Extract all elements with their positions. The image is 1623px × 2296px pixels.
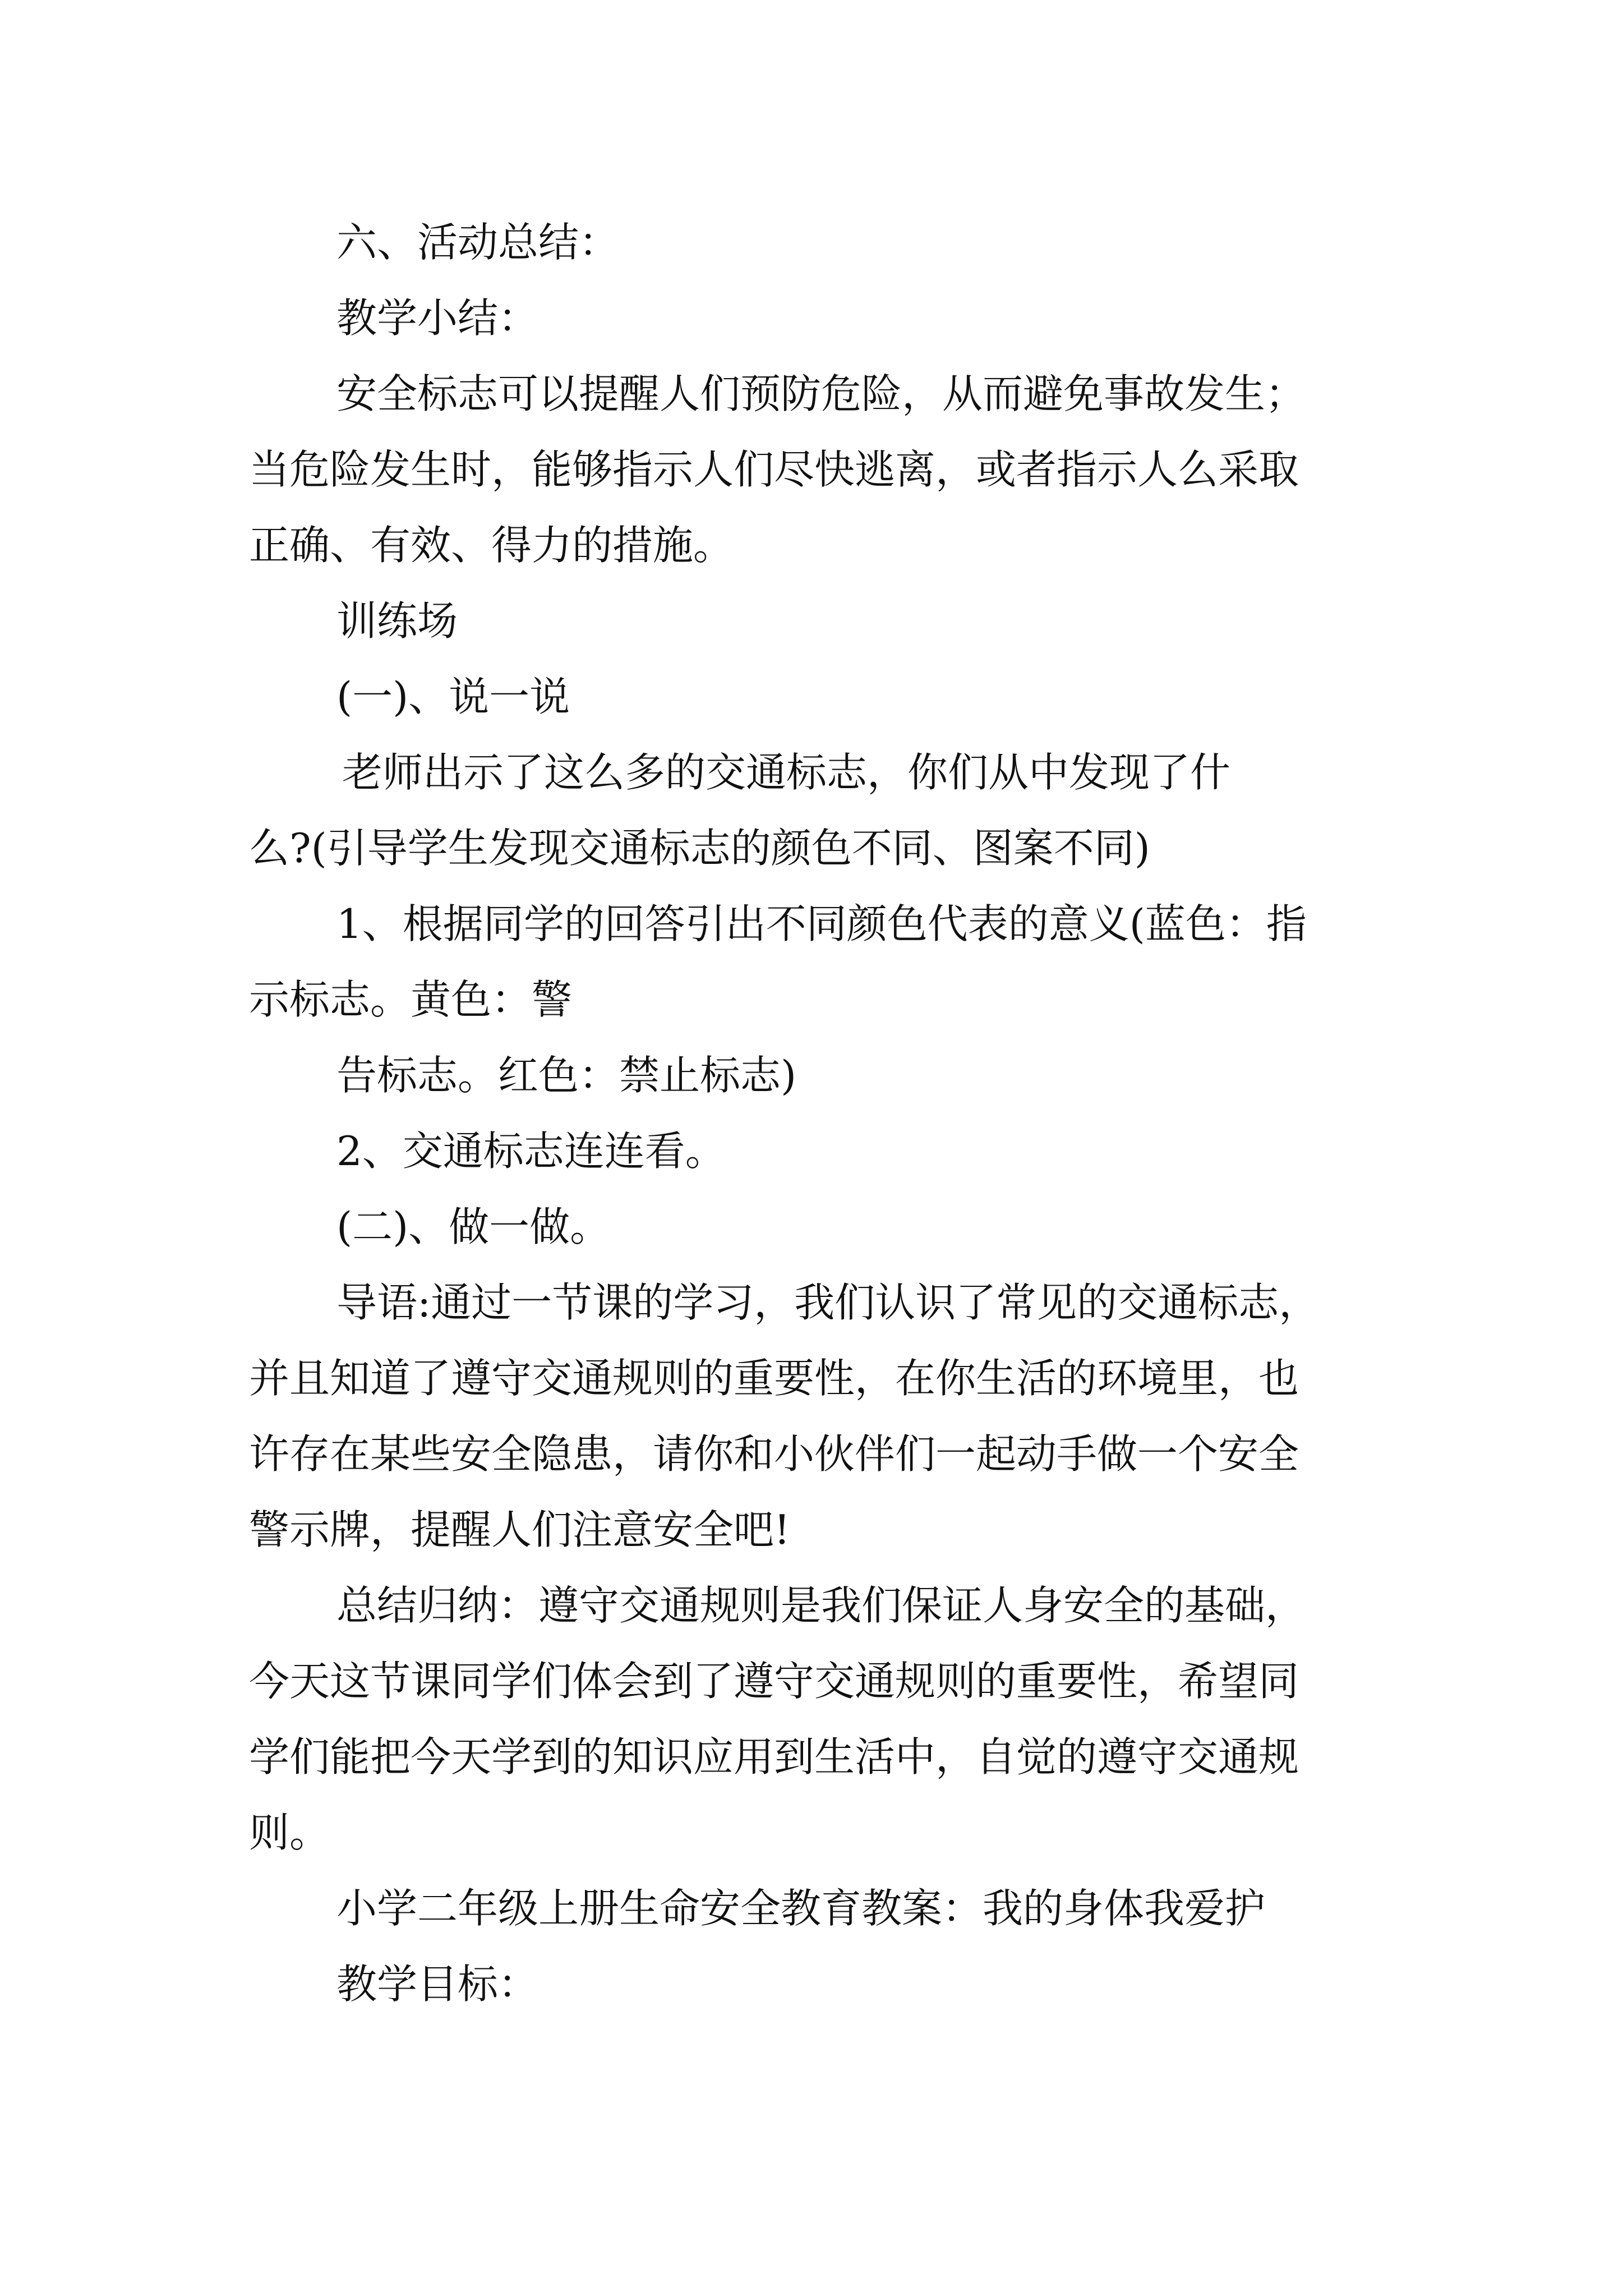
paragraph-line: 正确、有效、得力的措施。 [249,522,734,569]
paragraph-line: 今天这节课同学们体会到了遵守交通规则的重要性，希望同 [249,1658,1299,1705]
paragraph-line: 安全标志可以提醒人们预防危险，从而避免事故发生； [336,370,1306,417]
paragraph-line: 2、交通标志连连看。 [336,1128,726,1175]
paragraph-line: 示标志。黄色：警 [249,976,573,1023]
subheading: 教学小结： [336,295,539,342]
lesson-title: 小学二年级上册生命安全教育教案：我的身体我爱护 [336,1885,1266,1932]
paragraph-line: 么?(引导学生发现交通标志的颜色不同、图案不同) [249,825,1150,872]
paragraph-line: 学们能把今天学到的知识应用到生活中，自觉的遵守交通规 [249,1733,1299,1780]
section-heading: 六、活动总结： [336,219,620,266]
paragraph-line: 总结归纳：遵守交通规则是我们保证人身安全的基础， [336,1582,1306,1629]
paragraph-line: 许存在某些安全隐患，请你和小伙伴们一起动手做一个安全 [249,1430,1299,1478]
paragraph-line: 1、根据同学的回答引出不同颜色代表的意义(蓝色：指 [336,900,1307,947]
paragraph-line: 警示牌，提醒人们注意安全吧! [249,1506,790,1553]
paragraph-line: 告标志。红色：禁止标志) [336,1052,797,1099]
paragraph-line: 导语:通过一节课的学习，我们认识了常见的交通标志， [336,1279,1320,1326]
paragraph-line: 当危险发生时，能够指示人们尽快逃离，或者指示人么采取 [249,446,1299,493]
subheading: (二)、做一做。 [336,1203,611,1250]
paragraph-line: 老师出示了这么多的交通标志，你们从中发现了什 [342,749,1231,796]
subheading: 教学目标： [336,1961,539,2008]
subheading: (一)、说一说 [336,673,570,720]
paragraph-line: 并且知道了遵守交通规则的重要性，在你生活的环境里，也 [249,1355,1299,1402]
subheading: 训练场 [336,597,458,645]
paragraph-line: 则。 [249,1809,330,1856]
